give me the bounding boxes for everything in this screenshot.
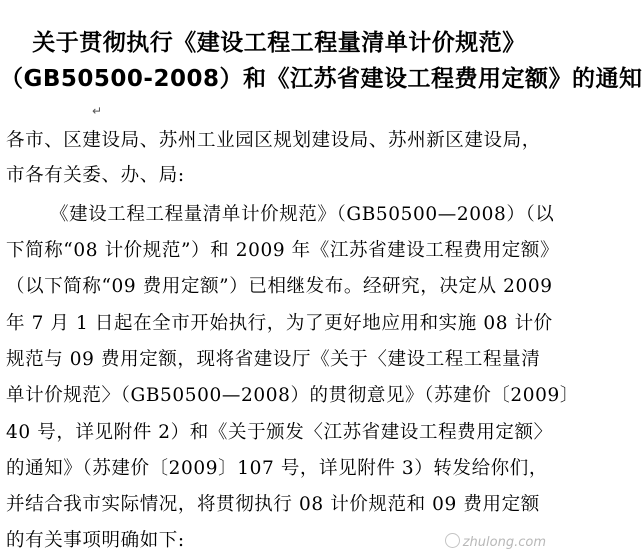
body-line-3: 《建设工程工程量清单计价规范》（GB50500—2008）（以 xyxy=(50,204,555,225)
body-line-6: 年 7 月 1 日起在全市开始执行，为了更好地应用和实施 08 计价 xyxy=(6,313,553,334)
watermark-text: zhulong.com xyxy=(462,535,546,550)
body-line-5: （以下简称“09 费用定额”）已相继发布。经研究，决定从 2009 xyxy=(6,276,553,297)
site-watermark xyxy=(445,533,546,550)
document-title-line-1: 关于贯彻执行《建设工程工程量清单计价规范》 xyxy=(32,30,526,56)
body-line-4: 下简称“08 计价规范”）和 2009 年《江苏省建设工程费用定额》 xyxy=(6,240,560,261)
body-line-10: 的通知》（苏建价〔2009〕107 号，详见附件 3）转发给你们， xyxy=(6,458,548,479)
body-line-7: 规范与 09 费用定额，现将省建设厅《关于〈建设工程工程量清 xyxy=(6,349,541,370)
body-line-11: 并结合我市实际情况，将贯彻执行 08 计价规范和 09 费用定额 xyxy=(6,494,540,515)
body-line-8: 单计价规范〉（GB50500—2008）的贯彻意见》（苏建价〔2009〕 xyxy=(6,385,579,406)
body-line-2: 市各有关委、办、局: xyxy=(6,165,185,186)
body-line-12: 的有关事项明确如下: xyxy=(6,530,185,551)
document-title-line-2: （GB50500-2008）和《江苏省建设工程费用定额》的通知 xyxy=(0,66,643,92)
paragraph-mark-icon: ↵ xyxy=(92,104,103,118)
body-line-9: 40 号，详见附件 2）和《关于颁发〈江苏省建设工程费用定额〉 xyxy=(6,422,553,443)
watermark-logo-icon xyxy=(445,533,460,548)
body-line-1: 各市、区建设局、苏州工业园区规划建设局、苏州新区建设局， xyxy=(6,130,541,151)
